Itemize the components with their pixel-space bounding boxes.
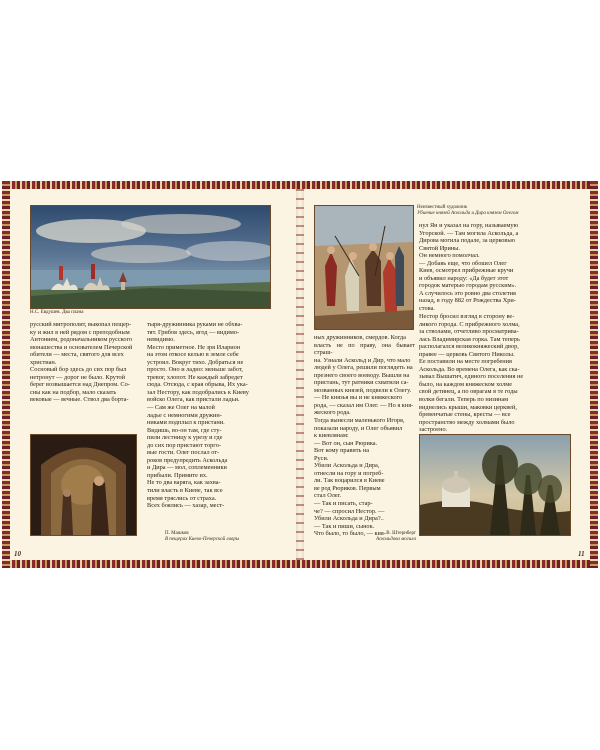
text-column-2: тыря-дружинника руками не обхва- тят. Грибов здесь, ягод — видимо- невидимо. Место приметное. Не зря Иларион на этом откосе келью в земле себе устроил. Вокруг тихо. Добраться не просто. Оно и ладно: меньше забот, тревог, хлопот. Не каждый забредет сюда. Отсюда, с края обрыва, Их ука- зал Нестору, как подобрались к Киеву войско Олега, как пристали ладьи. — Сам же Олег на малой ладье с немногими дружин- никами подплыл к пристани. Видишь, во-он там, где сту- пили лестницу к урезу и где до сих пор пристают торго- вые гости. Олег послал от- роков предупредить Аскольда и Дира — мол, соплеменники прибыли. Примите их. Не то два варяга, как захва- тили власть в Киеве, так все время тряслись от страха. Всех боялись — хазар, мест- xyxy=(147,321,249,510)
ornamental-border-left xyxy=(2,181,10,568)
caption-painting-2-author: П. Машков xyxy=(165,531,189,536)
text-column-4-top: нул Ян и указал на гору, называемую Угорской. — Там могила Аскольда, а Дирова могила подале, за церковью Святой Ирины. Он немного помолчал. — Добавь еще, что обошел Олег Киев, осмотрел прибрежные кручи и объявил народу: «Да будет этот городок матерью городам русским». А случилось это ровно два столетия назад, в году 882 от Рождества Хри- стова. xyxy=(419,222,519,313)
caption-painting-2-title: В пещерах Киево-Печерской лавры xyxy=(165,537,240,542)
caption-painting-4 xyxy=(366,531,416,543)
text-column-1: русский митрополит, выкопал пещер- ку и жил в ней рядом с преподобным Антонием, родоначальником русского монашества и основателем Печерской обители — места, святого для всех христиан. Сосновый бор здесь до сих пор был нетронут — дорог не было. Крутой берег возвышается над Днепром. Со- сны как на подбор, мало сказать вековые — вечные. Ствол два борта- xyxy=(30,321,133,404)
painting-askold-grave xyxy=(419,434,571,536)
page-number-right: 11 xyxy=(578,550,585,558)
caption-painting-2 xyxy=(165,531,275,543)
caption-painting-3-title: Убиение князей Аскольда и Дира князем Олегом xyxy=(417,211,519,216)
ornamental-border-top xyxy=(2,181,598,189)
gutter-ornament xyxy=(296,189,304,560)
caption-painting-3-author: Неизвестный художник xyxy=(417,205,468,210)
text-column-4-bottom: Нестор бросил взгляд в сторону ве- ликого города. С прибрежного холма, за стволами, отчетливо просматрива- лась Владимирская горка. Там теперь располагался великокняжеский двор, правее — церковь Святого Николы. Ее поставили на месте погребения Аскольда. Во времена Олега, как ска- зывал Вышатич, единого поселения не было, на каждом княжеском холме свой детинец, а по оврагам в те годы волки бегали. Теперь по низинам виднелись крыши, маковки церквей, бревенчатые стены, кресты — все пространство между холмами было застроено. xyxy=(419,313,524,434)
caption-painting-4-title: Аскольдова могила xyxy=(376,537,416,542)
caption-painting-3 xyxy=(417,205,587,217)
ornamental-border-bottom xyxy=(2,560,598,568)
page-number-left: 10 xyxy=(14,550,21,558)
painting-cave-monks xyxy=(30,434,137,536)
painting-killing-of-askold-and-dir xyxy=(314,205,414,330)
text-column-3: ных дружинников, смердов. Когда власть не по праву, она бывает страш- на. Узнали Аскольд и Дир, что мало людей у Олега, решили поглядеть на презнего своего воеводу. Вышли на пристань, тут ратники схватили са- мозванных князей, подвели к Олегу. — Не князья вы и не княжеского рода, — сказал им Олег. — Но я кня- жеского рода. Тогда вынесли маленького Игоря, показали народу, и Олег объявил к киевлянам: — Вот он, сын Рюрика. Вот кому править на Руси. Убили Аскольда и Дира, отнесли на гору и погреб- ли. Так воцарился в Киеве ве род Рюриков. Первым стал Олег. — Так и писать, стар- че? — спросил Нестор. — Убили Аскольда и Дира?.. — Так и пиши, сынок. Что было, то было, — кия- xyxy=(314,334,415,538)
caption-painting-1: Н.С. Евдушев. Два плана xyxy=(30,310,84,315)
painting-riders-landscape xyxy=(30,205,271,309)
ornamental-border-right xyxy=(590,181,598,568)
caption-painting-4-author: В. Штернберг xyxy=(386,531,416,536)
